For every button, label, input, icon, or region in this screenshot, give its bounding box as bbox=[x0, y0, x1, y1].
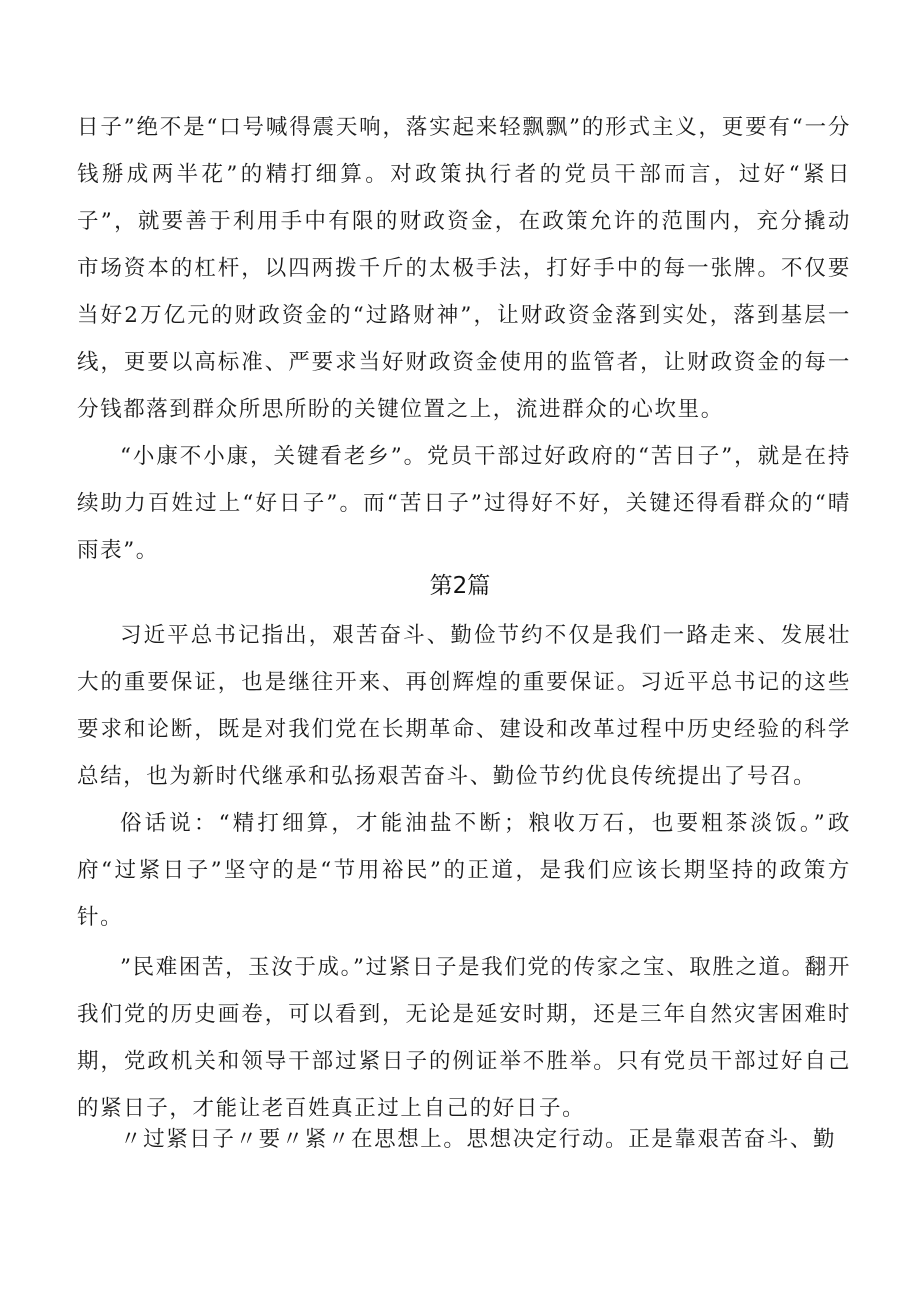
paragraph-history: ”民难困苦，玉汝于成。”过紧日子是我们党的传家之宝、取胜之道。翻开我们党的历史画卷，可以看到，无论是延安时期，还是三年自然灾害困难时期，党政机关和领导干部过紧日子的例证举不胜举。只有党员干部过好自己的紧日子，才能让老百姓真正过上自己的好日子。 bbox=[77, 955, 851, 1121]
paragraph-tight-days-finance: 日子”绝不是“口号喊得震天响，落实起来轻飘飘”的形式主义，更要有“一分钱掰成两半花”的精打细算。对政策执行者的党员干部而言，过好“紧日子”，就要善于利用手中有限的财政资金，在政策允许的范围内，充分撬动市场资本的杠杆，以四两拨千斤的太极手法，打好手中的每一张牌。不仅要当好2万亿元的财政资金的“过路财神”，让财政资金落到实处，落到基层一线，更要以高标准、严要求当好财政资金使用的监管者，让财政资金的每一分钱都落到群众所思所盼的关键位置之上，流进群众的心坎里。 bbox=[77, 115, 851, 422]
paragraph-thinking: 〃过紧日子〃要〃紧〃在思想上。思想决定行动。正是靠艰苦奋斗、勤 bbox=[120, 1127, 837, 1152]
paragraph-proverb: 俗话说：“精打细算，才能油盐不断；粮收万石，也要粗茶淡饭。”政府“过紧日子”坚守的是“节用裕民”的正道，是我们应该长期坚持的政策方针。 bbox=[77, 811, 851, 930]
section-title: 第2篇 bbox=[429, 573, 491, 599]
paragraph-xiaokang: “小康不小康，关键看老乡”。党员干部过好政府的“苦日子”，就是在持续助力百姓过上“好日子”。而“苦日子”过得好不好，关键还得看群众的“晴雨表”。 bbox=[77, 444, 851, 563]
paragraph-xi-instructions: 习近平总书记指出，艰苦奋斗、勤俭节约不仅是我们一路走来、发展壮大的重要保证，也是继往开来、再创辉煌的重要保证。习近平总书记的这些要求和论断，既是对我们党在长期革命、建设和改革过程中历史经验的科学总结，也为新时代继承和弘扬艰苦奋斗、勤俭节约优良传统提出了号召。 bbox=[77, 623, 851, 789]
